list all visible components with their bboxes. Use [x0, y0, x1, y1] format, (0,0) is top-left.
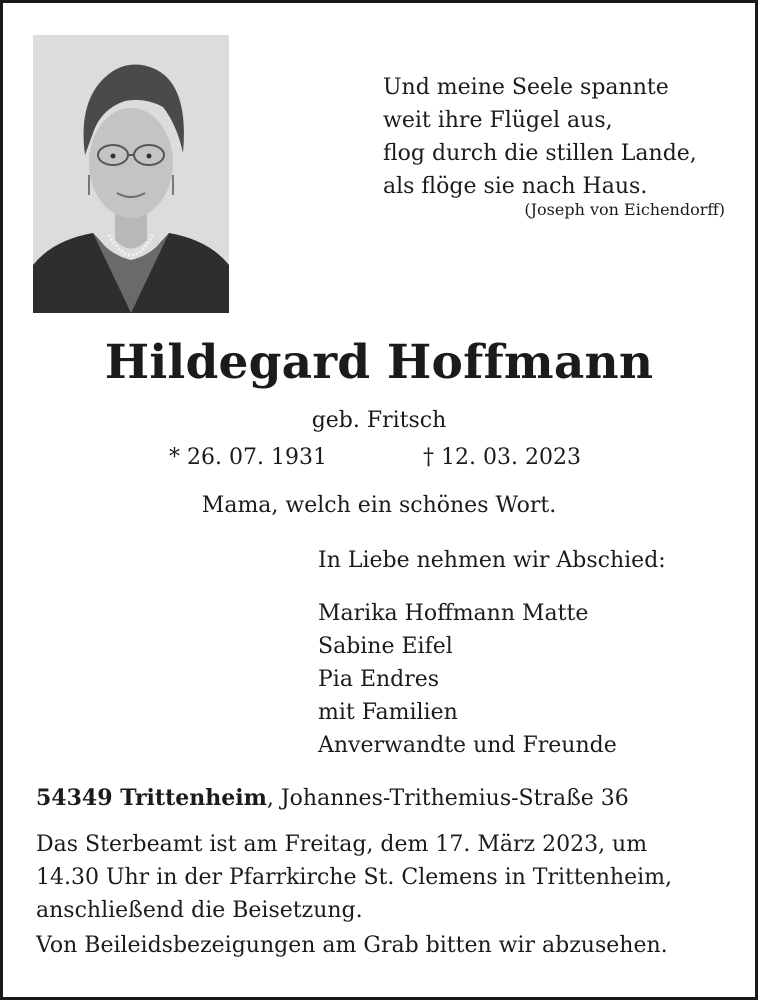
mourners-list [318, 597, 617, 762]
quote-line: flog durch die stillen Lande, [383, 141, 697, 166]
address-town: 54349 Trittenheim [36, 785, 267, 811]
mourner-item: mit Familien [318, 700, 458, 725]
birth-name: geb. Fritsch [311, 408, 447, 433]
service-line: 14.30 Uhr in der Pfarrkirche St. Clemens in Trittenheim, [36, 865, 672, 890]
funeral-service-info [36, 828, 672, 927]
service-line: Das Sterbeamt ist am Freitag, dem 17. März 2023, um [36, 832, 648, 857]
mourner-item: Pia Endres [318, 667, 440, 692]
death-date: † 12. 03. 2023 [423, 445, 581, 470]
poem-quote [383, 71, 697, 203]
mourner-item: Sabine Eifel [318, 634, 453, 659]
farewell-line: In Liebe nehmen wir Abschied: [318, 548, 666, 573]
service-line: anschließend die Beisetzung. [36, 898, 363, 923]
condolence-note: Von Beileidsbezeigungen am Grab bitten wir abzusehen. [36, 933, 668, 958]
birth-date: * 26. 07. 1931 [169, 445, 327, 470]
quote-line: Und meine Seele spannte [383, 75, 669, 100]
quote-line: als flöge sie nach Haus. [383, 174, 648, 199]
quote-attribution: (Joseph von Eichendorff) [524, 200, 725, 219]
quote-line: weit ihre Flügel aus, [383, 108, 613, 133]
address [36, 785, 629, 811]
deceased-name: Hildegard Hoffmann [104, 335, 654, 390]
portrait-photo [33, 35, 229, 313]
mourner-item: Marika Hoffmann Matte [318, 601, 589, 626]
address-street: , Johannes-Trithemius-Straße 36 [266, 786, 629, 811]
motto: Mama, welch ein schönes Wort. [201, 493, 557, 518]
mourner-item: Anverwandte und Freunde [318, 733, 617, 758]
